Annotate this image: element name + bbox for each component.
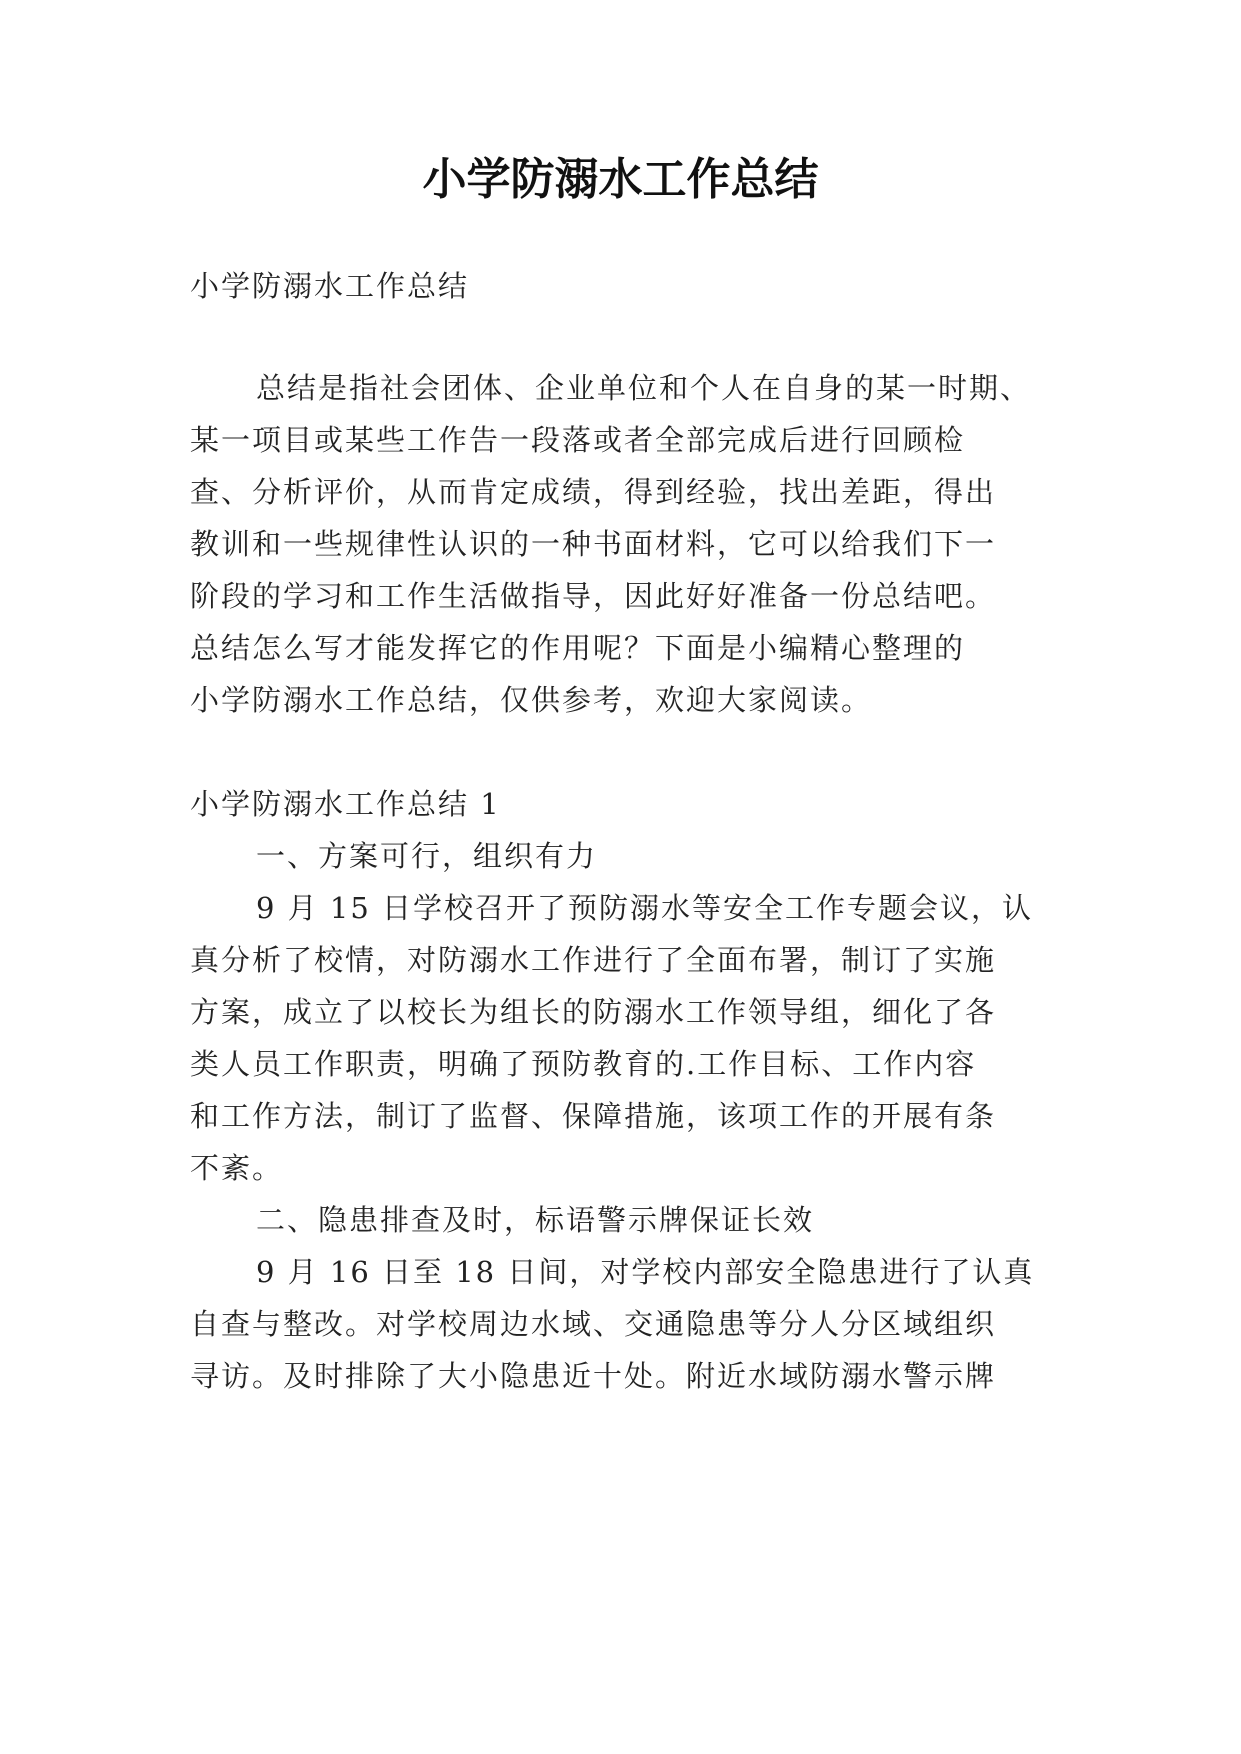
paragraph-line: 方案，成立了以校长为组长的防溺水工作领导组，细化了各 xyxy=(190,995,997,1029)
paragraph-line: 9 月 15 日学校召开了预防溺水等安全工作专题会议，认 xyxy=(256,891,1034,925)
intro-line: 阶段的学习和工作生活做指导，因此好好准备一份总结吧。 xyxy=(190,579,997,613)
paragraph-line: 和工作方法，制订了监督、保障措施，该项工作的开展有条 xyxy=(190,1099,997,1133)
part-heading: 二、隐患排查及时，标语警示牌保证长效 xyxy=(256,1203,815,1237)
intro-line: 某一项目或某些工作告一段落或者全部完成后进行回顾检 xyxy=(190,423,966,457)
paragraph-line: 不紊。 xyxy=(190,1151,284,1185)
intro-line: 教训和一些规律性认识的一种书面材料，它可以给我们下一 xyxy=(190,527,997,561)
intro-line: 小学防溺水工作总结，仅供参考，欢迎大家阅读。 xyxy=(190,683,873,717)
intro-line: 总结怎么写才能发挥它的作用呢？下面是小编精心整理的 xyxy=(190,631,966,665)
intro-line: 总结是指社会团体、企业单位和个人在自身的某一时期、 xyxy=(256,371,1032,405)
part-heading: 一、方案可行，组织有力 xyxy=(256,839,598,873)
paragraph-line: 寻访。及时排除了大小隐患近十处。附近水域防溺水警示牌 xyxy=(190,1359,997,1393)
paragraph-line: 自查与整改。对学校周边水域、交通隐患等分人分区域组织 xyxy=(190,1307,997,1341)
paragraph-line: 类人员工作职责，明确了预防教育的.工作目标、工作内容 xyxy=(190,1047,977,1081)
intro-line: 查、分析评价，从而肯定成绩，得到经验，找出差距，得出 xyxy=(190,475,997,509)
document-title: 小学防溺水工作总结 xyxy=(422,154,819,205)
paragraph-line: 真分析了校情，对防溺水工作进行了全面布署，制订了实施 xyxy=(190,943,997,977)
section-heading: 小学防溺水工作总结 1 xyxy=(190,787,501,821)
document-subtitle: 小学防溺水工作总结 xyxy=(190,269,470,303)
paragraph-line: 9 月 16 日至 18 日间，对学校内部安全隐患进行了认真 xyxy=(256,1255,1035,1289)
